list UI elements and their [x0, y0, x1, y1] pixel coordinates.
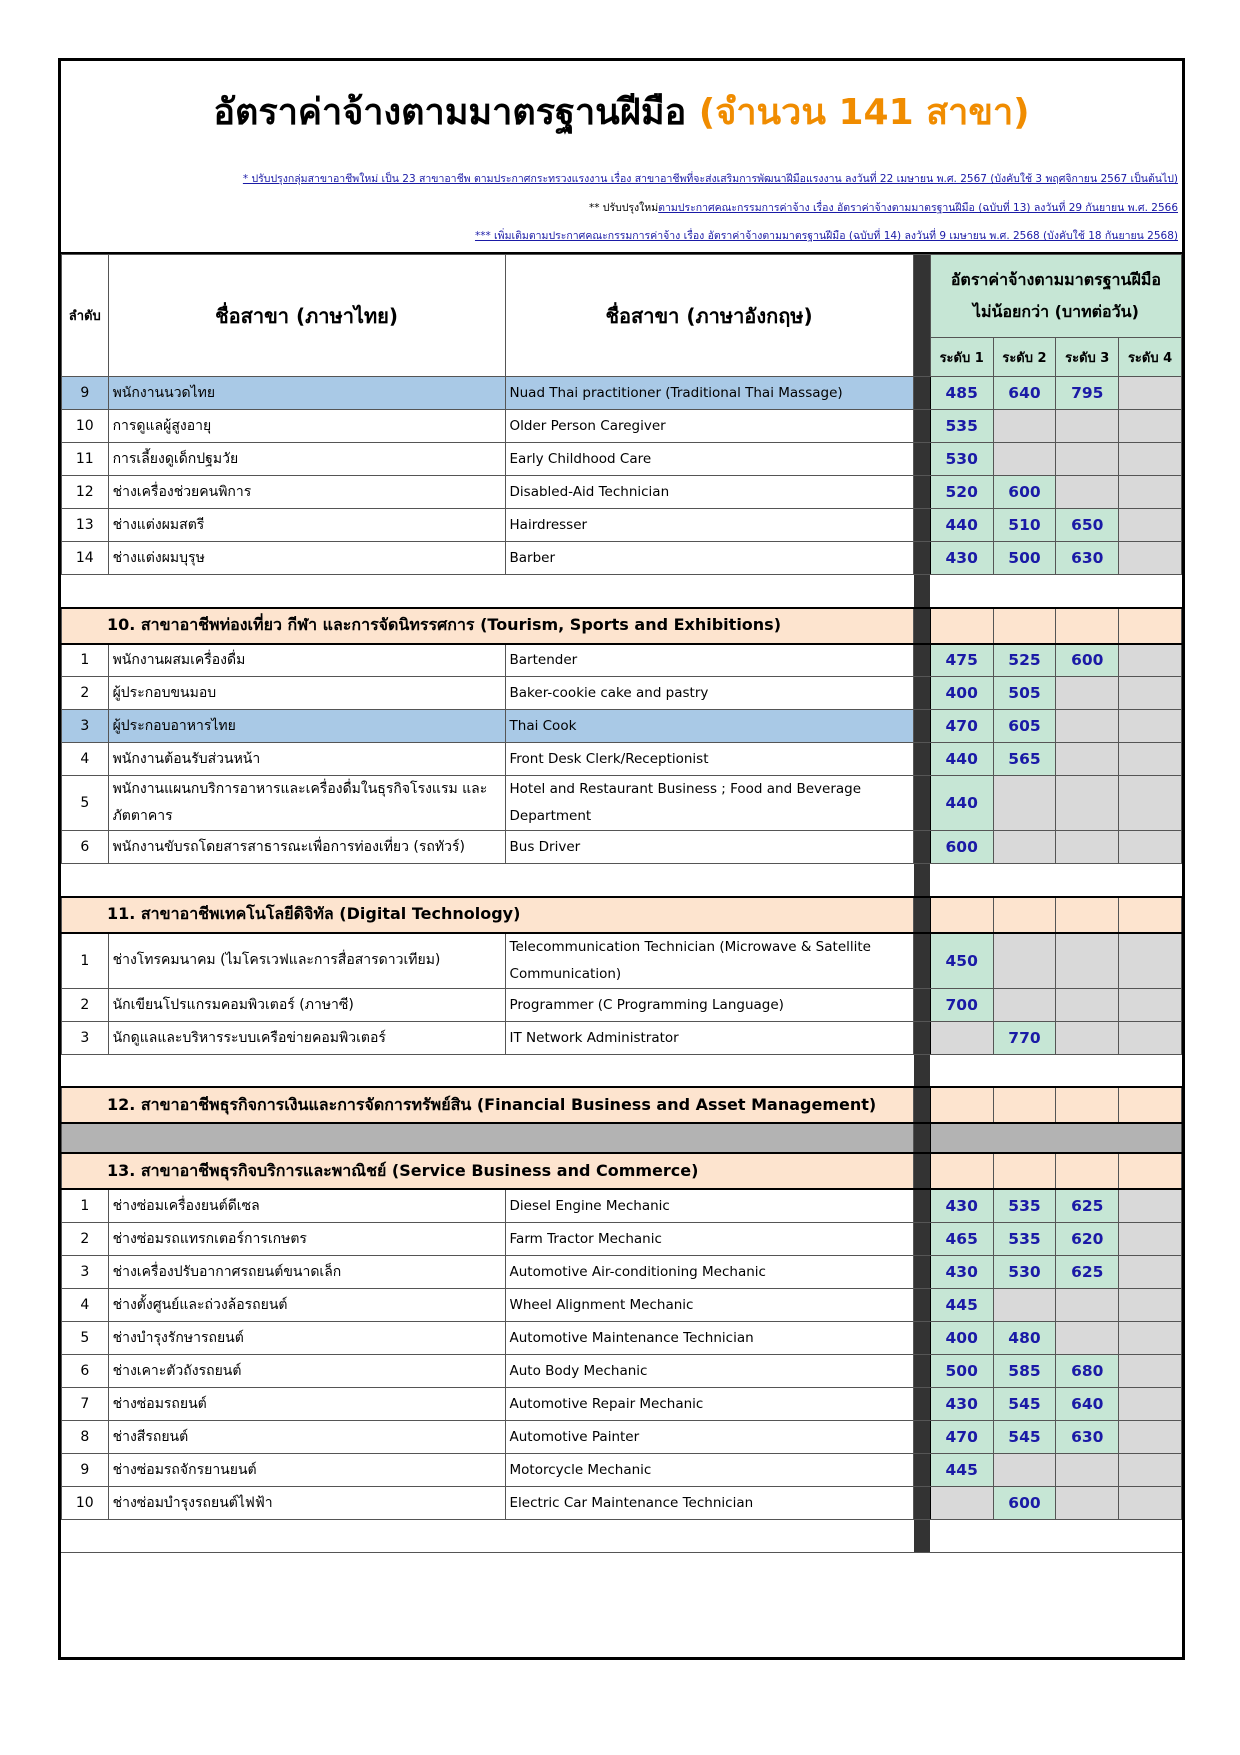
wage-level-2: 530 — [993, 1255, 1056, 1288]
wage-level-3: 650 — [1056, 509, 1119, 542]
wage-level-2: 525 — [993, 644, 1056, 677]
thai-name: ช่างแต่งผมบุรุษ — [108, 542, 505, 575]
wage-level-1: 535 — [930, 410, 993, 443]
wage-level-3 — [1056, 776, 1119, 831]
section-rate-cell — [1056, 1087, 1119, 1123]
table-row — [62, 1288, 1182, 1321]
wage-level-3 — [1056, 1453, 1119, 1486]
thai-name: ช่างแต่งผมสตรี — [108, 509, 505, 542]
row-number: 3 — [62, 1255, 109, 1288]
english-name: Auto Body Mechanic — [505, 1354, 913, 1387]
thai-name: พนักงานนวดไทย — [108, 377, 505, 410]
page-title — [61, 83, 1182, 140]
table-row — [62, 1021, 1182, 1054]
thai-name: ช่างเครื่องช่วยคนพิการ — [108, 476, 505, 509]
wage-level-2: 585 — [993, 1354, 1056, 1387]
spacer-cell — [930, 1519, 1181, 1552]
wage-level-2: 510 — [993, 509, 1056, 542]
wage-level-1: 430 — [930, 542, 993, 575]
table-row — [62, 644, 1182, 677]
english-name: Wheel Alignment Mechanic — [505, 1288, 913, 1321]
wage-level-4 — [1119, 1321, 1182, 1354]
thai-name: ช่างซ่อมบำรุงรถยนต์ไฟฟ้า — [108, 1486, 505, 1519]
wage-level-4 — [1119, 377, 1182, 410]
wage-level-3: 795 — [1056, 377, 1119, 410]
wage-level-2: 770 — [993, 1021, 1056, 1054]
table-row — [62, 831, 1182, 864]
wage-level-1: 530 — [930, 443, 993, 476]
row-number: 9 — [62, 1453, 109, 1486]
wage-level-4 — [1119, 1486, 1182, 1519]
separator-cell — [913, 776, 930, 831]
separator-cell — [913, 1519, 930, 1552]
thai-name: พนักงานแผนกบริการอาหารและเครื่องดื่มในธุรกิจโรงแรม และภัตตาคาร — [108, 776, 505, 831]
english-name: Barber — [505, 542, 913, 575]
separator-cell — [913, 864, 930, 897]
separator-cell — [913, 644, 930, 677]
wage-level-2: 535 — [993, 1222, 1056, 1255]
wage-level-1: 400 — [930, 1321, 993, 1354]
separator-cell — [913, 1453, 930, 1486]
row-number: 4 — [62, 1288, 109, 1321]
section-title: 11. สาขาอาชีพเทคโนโลยีดิจิทัล (Digital Technology) — [62, 897, 914, 933]
wage-level-3 — [1056, 410, 1119, 443]
row-number: 3 — [62, 1021, 109, 1054]
table-row — [62, 410, 1182, 443]
table-row — [62, 710, 1182, 743]
separator-cell — [913, 1354, 930, 1387]
wage-level-1: 400 — [930, 677, 993, 710]
thai-name: ช่างบำรุงรักษารถยนต์ — [108, 1321, 505, 1354]
wage-level-3 — [1056, 677, 1119, 710]
separator-cell — [913, 677, 930, 710]
wage-level-1: 430 — [930, 1255, 993, 1288]
wage-level-4 — [1119, 476, 1182, 509]
wage-level-3: 625 — [1056, 1189, 1119, 1222]
wage-level-4 — [1119, 443, 1182, 476]
english-name: Older Person Caregiver — [505, 410, 913, 443]
separator-cell — [913, 1222, 930, 1255]
row-number: 2 — [62, 1222, 109, 1255]
table-row — [62, 988, 1182, 1021]
separator-cell — [913, 1387, 930, 1420]
note-2-prefix: ** ปรับปรุงใหม่ — [588, 202, 659, 214]
wage-level-2 — [993, 776, 1056, 831]
separator-cell — [913, 1021, 930, 1054]
separator-cell — [913, 1321, 930, 1354]
separator-cell — [913, 710, 930, 743]
table-row — [62, 1255, 1182, 1288]
wage-level-2 — [993, 988, 1056, 1021]
row-number: 6 — [62, 831, 109, 864]
row-number: 1 — [62, 1189, 109, 1222]
row-number: 8 — [62, 1420, 109, 1453]
wage-level-4 — [1119, 410, 1182, 443]
english-name: Hairdresser — [505, 509, 913, 542]
spacer-row — [62, 864, 1182, 897]
wage-level-4 — [1119, 1453, 1182, 1486]
section-header-row — [62, 608, 1182, 644]
wage-level-4 — [1119, 1021, 1182, 1054]
wage-level-3 — [1056, 988, 1119, 1021]
thai-name: ช่างซ่อมรถจักรยานยนต์ — [108, 1453, 505, 1486]
section-rate-cell — [1119, 1087, 1182, 1123]
spacer-cell — [930, 1054, 1181, 1087]
wage-level-1: 500 — [930, 1354, 993, 1387]
empty-section-row — [62, 1123, 1182, 1153]
row-number: 10 — [62, 410, 109, 443]
wage-level-1: 475 — [930, 644, 993, 677]
section-rate-cell — [1119, 608, 1182, 644]
table-row — [62, 1453, 1182, 1486]
wage-level-3: 680 — [1056, 1354, 1119, 1387]
wage-level-2 — [993, 443, 1056, 476]
wage-level-2: 605 — [993, 710, 1056, 743]
section-header-row — [62, 1087, 1182, 1123]
english-name: Programmer (C Programming Language) — [505, 988, 913, 1021]
table-row — [62, 1486, 1182, 1519]
table-body — [62, 377, 1182, 1553]
wage-level-2 — [993, 831, 1056, 864]
wage-level-1: 485 — [930, 377, 993, 410]
wage-level-2 — [993, 1288, 1056, 1321]
separator-cell — [913, 1189, 930, 1222]
english-name: Thai Cook — [505, 710, 913, 743]
table-row — [62, 509, 1182, 542]
wage-level-2: 505 — [993, 677, 1056, 710]
wage-level-2: 500 — [993, 542, 1056, 575]
english-name: Bartender — [505, 644, 913, 677]
wage-level-4 — [1119, 677, 1182, 710]
section-title: 12. สาขาอาชีพธุรกิจการเงินและการจัดการทรัพย์สิน (Financial Business and Asset Management) — [62, 1087, 914, 1123]
row-number: 2 — [62, 988, 109, 1021]
section-rate-cell — [930, 1087, 993, 1123]
note-1 — [243, 170, 1178, 187]
wage-level-4 — [1119, 988, 1182, 1021]
section-rate-cell — [930, 1153, 993, 1189]
wage-level-3: 630 — [1056, 1420, 1119, 1453]
section-rate-cell — [1056, 608, 1119, 644]
row-number: 10 — [62, 1486, 109, 1519]
separator-cell — [913, 377, 930, 410]
wage-level-3 — [1056, 1486, 1119, 1519]
english-name: Electric Car Maintenance Technician — [505, 1486, 913, 1519]
table-row — [62, 743, 1182, 776]
wage-level-4 — [1119, 509, 1182, 542]
section-title: 13. สาขาอาชีพธุรกิจบริการและพาณิชย์ (Service Business and Commerce) — [62, 1153, 914, 1189]
separator-cell — [913, 1054, 930, 1087]
header-rate-line-1: อัตราค่าจ้างตามมาตรฐานฝีมือ — [950, 270, 1161, 289]
wage-level-2: 545 — [993, 1387, 1056, 1420]
wage-level-4 — [1119, 710, 1182, 743]
separator-cell — [913, 410, 930, 443]
english-name: Automotive Painter — [505, 1420, 913, 1453]
separator-cell — [913, 988, 930, 1021]
header-level-2: ระดับ 2 — [993, 338, 1056, 377]
separator-cell — [913, 1420, 930, 1453]
thai-name: ผู้ประกอบขนมอบ — [108, 677, 505, 710]
wage-level-1: 600 — [930, 831, 993, 864]
thai-name: ช่างเครื่องปรับอากาศรถยนต์ขนาดเล็ก — [108, 1255, 505, 1288]
section-rate-cell — [930, 897, 993, 933]
header-thai-name: ชื่อสาขา (ภาษาไทย) — [108, 255, 505, 377]
header-english-name: ชื่อสาขา (ภาษาอังกฤษ) — [505, 255, 913, 377]
english-name: Early Childhood Care — [505, 443, 913, 476]
wage-level-1: 440 — [930, 509, 993, 542]
wage-level-3: 600 — [1056, 644, 1119, 677]
row-number: 4 — [62, 743, 109, 776]
wage-level-4 — [1119, 933, 1182, 989]
thai-name: ช่างซ่อมเครื่องยนต์ดีเซล — [108, 1189, 505, 1222]
separator-cell — [913, 1288, 930, 1321]
wage-level-2: 600 — [993, 1486, 1056, 1519]
row-number: 13 — [62, 509, 109, 542]
wage-level-4 — [1119, 1420, 1182, 1453]
separator-cell — [913, 1486, 930, 1519]
wage-level-3: 625 — [1056, 1255, 1119, 1288]
thai-name: ช่างซ่อมรถยนต์ — [108, 1387, 505, 1420]
wage-level-3 — [1056, 1288, 1119, 1321]
separator-cell — [913, 476, 930, 509]
row-number: 5 — [62, 1321, 109, 1354]
english-name: Motorcycle Mechanic — [505, 1453, 913, 1486]
thai-name: ช่างโทรคมนาคม (ไมโครเวฟและการสื่อสารดาวเทียม) — [108, 933, 505, 989]
wage-level-1: 700 — [930, 988, 993, 1021]
wage-level-4 — [1119, 1387, 1182, 1420]
note-2 — [589, 199, 1178, 216]
wage-level-2: 600 — [993, 476, 1056, 509]
spacer-cell — [62, 864, 914, 897]
row-number: 6 — [62, 1354, 109, 1387]
wage-level-2 — [993, 933, 1056, 989]
row-number: 5 — [62, 776, 109, 831]
header-level-1: ระดับ 1 — [930, 338, 993, 377]
english-name: Nuad Thai practitioner (Traditional Thai Massage) — [505, 377, 913, 410]
table-row — [62, 377, 1182, 410]
wage-level-3: 630 — [1056, 542, 1119, 575]
spacer-cell — [62, 1519, 914, 1552]
thai-name: ผู้ประกอบอาหารไทย — [108, 710, 505, 743]
separator-cell — [913, 1123, 930, 1153]
title-main: อัตราค่าจ้างตามมาตรฐานฝีมือ — [213, 92, 687, 133]
table-row — [62, 476, 1182, 509]
header-level-4: ระดับ 4 — [1119, 338, 1182, 377]
wage-level-3 — [1056, 1321, 1119, 1354]
wage-level-3: 620 — [1056, 1222, 1119, 1255]
wage-level-1: 450 — [930, 933, 993, 989]
wage-level-1: 430 — [930, 1189, 993, 1222]
wage-level-4 — [1119, 1288, 1182, 1321]
wage-level-3 — [1056, 1021, 1119, 1054]
wage-level-2: 535 — [993, 1189, 1056, 1222]
note-3 — [475, 227, 1178, 244]
english-name: Farm Tractor Mechanic — [505, 1222, 913, 1255]
separator-cell — [913, 743, 930, 776]
row-number: 1 — [62, 644, 109, 677]
wage-level-4 — [1119, 644, 1182, 677]
thai-name: พนักงานผสมเครื่องดื่ม — [108, 644, 505, 677]
header-no: ลำดับ — [62, 255, 109, 377]
wage-level-4 — [1119, 1189, 1182, 1222]
wage-level-1: 470 — [930, 710, 993, 743]
section-rate-cell — [1119, 897, 1182, 933]
header-rate-line-2: ไม่น้อยกว่า (บาทต่อวัน) — [972, 302, 1139, 321]
table-row — [62, 1387, 1182, 1420]
thai-name: ช่างตั้งศูนย์และถ่วงล้อรถยนต์ — [108, 1288, 505, 1321]
wage-level-4 — [1119, 542, 1182, 575]
wage-level-3 — [1056, 443, 1119, 476]
section-header-row — [62, 897, 1182, 933]
spacer-row — [62, 575, 1182, 608]
wage-level-1: 465 — [930, 1222, 993, 1255]
spacer-cell — [62, 575, 914, 608]
english-name: Front Desk Clerk/Receptionist — [505, 743, 913, 776]
section-rate-cell — [1056, 897, 1119, 933]
header-level-3: ระดับ 3 — [1056, 338, 1119, 377]
separator-cell — [913, 608, 930, 644]
separator-cell — [913, 443, 930, 476]
english-name: Diesel Engine Mechanic — [505, 1189, 913, 1222]
separator-cell — [913, 542, 930, 575]
thai-name: นักเขียนโปรแกรมคอมพิวเตอร์ (ภาษาซี) — [108, 988, 505, 1021]
wage-level-3 — [1056, 743, 1119, 776]
wage-level-4 — [1119, 1354, 1182, 1387]
wage-level-1: 520 — [930, 476, 993, 509]
row-number: 11 — [62, 443, 109, 476]
separator-cell — [913, 575, 930, 608]
english-name: Telecommunication Technician (Microwave & Satellite Communication) — [505, 933, 913, 989]
row-number: 3 — [62, 710, 109, 743]
table-row — [62, 776, 1182, 831]
table-row — [62, 1321, 1182, 1354]
section-header-row — [62, 1153, 1182, 1189]
wage-level-3 — [1056, 710, 1119, 743]
section-rate-cell — [993, 1087, 1056, 1123]
wage-level-2: 565 — [993, 743, 1056, 776]
wage-level-4 — [1119, 1255, 1182, 1288]
wage-table-sheet — [58, 58, 1185, 1660]
english-name: Automotive Repair Mechanic — [505, 1387, 913, 1420]
thai-name: ช่างเคาะตัวถังรถยนต์ — [108, 1354, 505, 1387]
english-name: Disabled-Aid Technician — [505, 476, 913, 509]
section-rate-cell — [993, 897, 1056, 933]
thai-name: การเลี้ยงดูเด็กปฐมวัย — [108, 443, 505, 476]
separator-column — [913, 255, 930, 377]
empty-cell — [930, 1123, 1181, 1153]
separator-cell — [913, 1153, 930, 1189]
table-row — [62, 933, 1182, 989]
wage-level-1 — [930, 1486, 993, 1519]
note-3-text[interactable]: *** เพิ่มเติมตามประกาศคณะกรรมการค่าจ้าง เรื่อง อัตราค่าจ้างตามมาตรฐานฝีมือ (ฉบับที่ 14) ลงวันที่ 9 เมษายน พ.ศ. 2568 (บังคับใช้ 18 กันยายน 2568) — [474, 230, 1178, 242]
empty-cell — [62, 1123, 914, 1153]
wage-level-1: 470 — [930, 1420, 993, 1453]
document-header — [61, 61, 1182, 254]
table-row — [62, 1420, 1182, 1453]
wage-level-2: 640 — [993, 377, 1056, 410]
wage-level-1: 445 — [930, 1453, 993, 1486]
table-row — [62, 542, 1182, 575]
separator-cell — [913, 933, 930, 989]
wage-level-3 — [1056, 831, 1119, 864]
thai-name: พนักงานต้อนรับส่วนหน้า — [108, 743, 505, 776]
spacer-row — [62, 1519, 1182, 1552]
english-name: Baker-cookie cake and pastry — [505, 677, 913, 710]
table-row — [62, 677, 1182, 710]
wage-level-2: 480 — [993, 1321, 1056, 1354]
row-number: 7 — [62, 1387, 109, 1420]
english-name: Bus Driver — [505, 831, 913, 864]
spacer-cell — [930, 864, 1181, 897]
wage-level-2 — [993, 410, 1056, 443]
thai-name: ช่างสีรถยนต์ — [108, 1420, 505, 1453]
wage-level-2: 545 — [993, 1420, 1056, 1453]
wage-level-4 — [1119, 1222, 1182, 1255]
english-name: Automotive Air-conditioning Mechanic — [505, 1255, 913, 1288]
wage-level-1: 440 — [930, 743, 993, 776]
wage-level-4 — [1119, 776, 1182, 831]
wage-level-4 — [1119, 743, 1182, 776]
section-rate-cell — [993, 1153, 1056, 1189]
row-number: 14 — [62, 542, 109, 575]
wage-level-3 — [1056, 933, 1119, 989]
row-number: 12 — [62, 476, 109, 509]
wage-rate-table — [61, 254, 1182, 1553]
thai-name: พนักงานขับรถโดยสารสาธารณะเพื่อการท่องเที่ยว (รถทัวร์) — [108, 831, 505, 864]
separator-cell — [913, 831, 930, 864]
wage-level-1: 440 — [930, 776, 993, 831]
english-name: IT Network Administrator — [505, 1021, 913, 1054]
wage-level-3: 640 — [1056, 1387, 1119, 1420]
section-rate-cell — [1056, 1153, 1119, 1189]
wage-level-1: 430 — [930, 1387, 993, 1420]
spacer-cell — [62, 1054, 914, 1087]
wage-level-1: 445 — [930, 1288, 993, 1321]
row-number: 2 — [62, 677, 109, 710]
separator-cell — [913, 1255, 930, 1288]
thai-name: นักดูแลและบริหารระบบเครือข่ายคอมพิวเตอร์ — [108, 1021, 505, 1054]
english-name: Automotive Maintenance Technician — [505, 1321, 913, 1354]
table-row — [62, 1222, 1182, 1255]
thai-name: การดูแลผู้สูงอายุ — [108, 410, 505, 443]
table-row — [62, 443, 1182, 476]
note-1-text[interactable]: * ปรับปรุงกลุ่มสาขาอาชีพใหม่ เป็น 23 สาขาอาชีพ ตามประกาศกระทรวงแรงงาน เรื่อง สาขาอาชีพที่จะส่งเสริมการพัฒนาฝีมือแรงงาน ลงวันที่ 22 เมษายน พ.ศ. 2567 (บังคับใช้ 3 พฤศจิกายน 2567 เป็นต้นไป) — [242, 173, 1178, 185]
row-number: 9 — [62, 377, 109, 410]
english-name: Hotel and Restaurant Business ; Food and Beverage Department — [505, 776, 913, 831]
thai-name: ช่างซ่อมรถแทรกเตอร์การเกษตร — [108, 1222, 505, 1255]
section-title: 10. สาขาอาชีพท่องเที่ยว กีฬา และการจัดนิทรรศการ (Tourism, Sports and Exhibitions) — [62, 608, 914, 644]
wage-level-3 — [1056, 476, 1119, 509]
spacer-row — [62, 1054, 1182, 1087]
table-row — [62, 1354, 1182, 1387]
spacer-cell — [930, 575, 1181, 608]
wage-level-4 — [1119, 831, 1182, 864]
section-rate-cell — [930, 608, 993, 644]
wage-level-2 — [993, 1453, 1056, 1486]
row-number: 1 — [62, 933, 109, 989]
note-2-text[interactable]: ตามประกาศคณะกรรมการค่าจ้าง เรื่อง อัตราค่าจ้างตามมาตรฐานฝีมือ (ฉบับที่ 13) ลงวันที่ 29 กันยายน พ.ศ. 2566 — [658, 202, 1178, 214]
section-rate-cell — [993, 608, 1056, 644]
separator-cell — [913, 897, 930, 933]
title-branch-count: (จำนวน 141 สาขา) — [698, 92, 1030, 133]
separator-cell — [913, 1087, 930, 1123]
section-rate-cell — [1119, 1153, 1182, 1189]
separator-cell — [913, 509, 930, 542]
table-row — [62, 1189, 1182, 1222]
header-rate — [930, 255, 1181, 338]
wage-level-1 — [930, 1021, 993, 1054]
